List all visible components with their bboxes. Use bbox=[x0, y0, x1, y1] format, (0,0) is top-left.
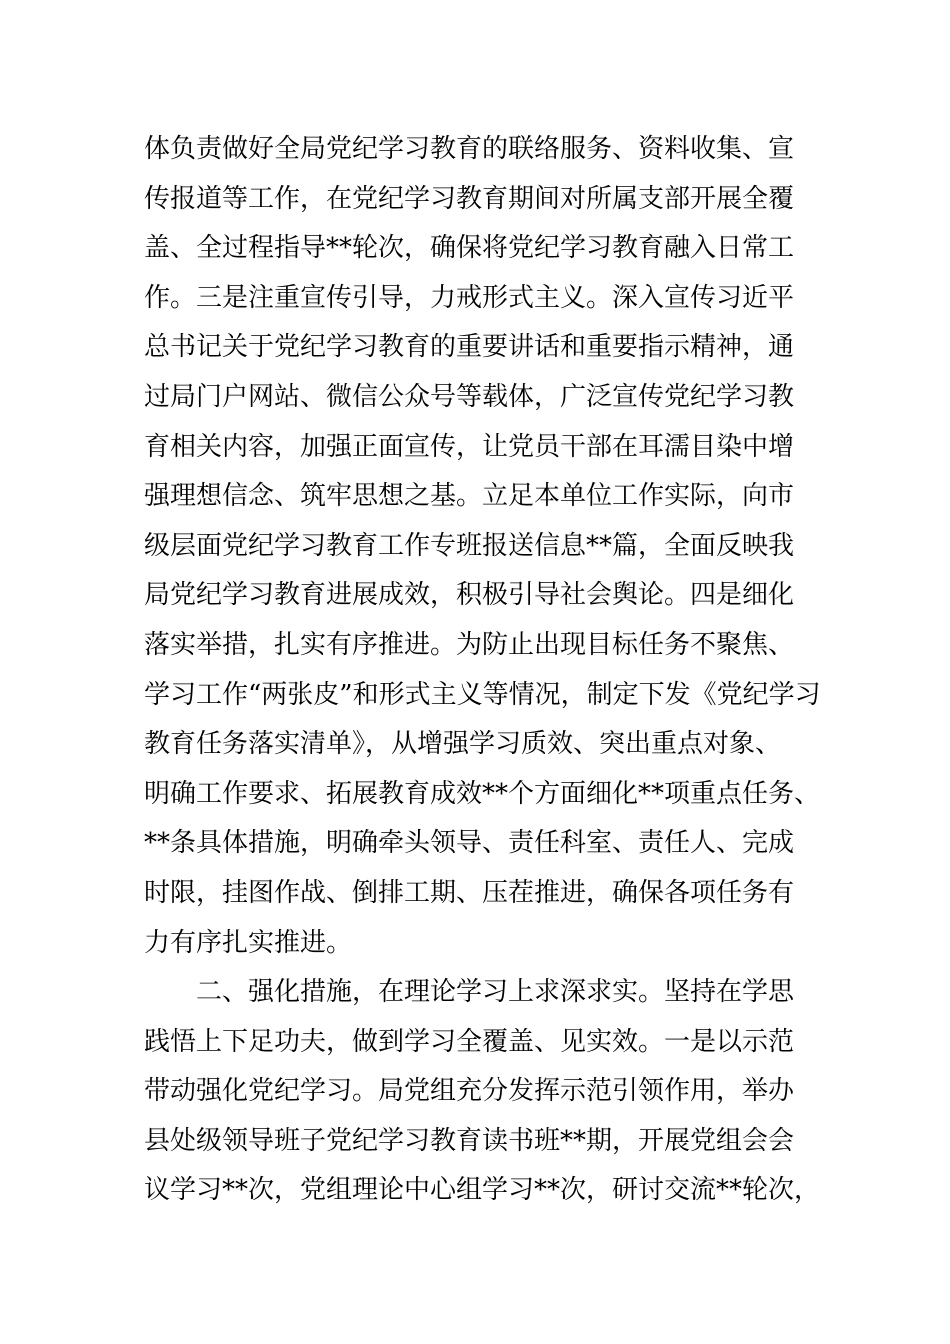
text-line-9: 级层面党纪学习教育工作专班报送信息**篇，全面反映我 bbox=[144, 530, 795, 561]
text-line-5: 总书记关于党纪学习教育的重要讲话和重要指示精神，通 bbox=[144, 332, 795, 363]
text-line-7: 育相关内容，加强正面宣传，让党员干部在耳濡目染中增 bbox=[144, 431, 795, 462]
text-line-21: 县处级领导班子党纪学习教育读书班**期，开展党组会会 bbox=[144, 1125, 795, 1156]
text-line-22: 议学习**次，党组理论中心组学习**次，研讨交流**轮次， bbox=[144, 1175, 821, 1206]
text-line-16: 时限，挂图作战、倒排工期、压茬推进，确保各项任务有 bbox=[144, 877, 795, 908]
text-line-12: 学习工作“两张皮”和形式主义等情况，制定下发《党纪学习 bbox=[144, 679, 821, 710]
body-text bbox=[144, 125, 824, 1216]
text-line-1: 体负责做好全局党纪学习教育的联络服务、资料收集、宣 bbox=[144, 134, 795, 164]
text-line-8: 强理想信念、筑牢思想之基。立足本单位工作实际，向市 bbox=[144, 481, 795, 512]
text-line-10: 局党纪学习教育进展成效，积极引导社会舆论。四是细化 bbox=[144, 580, 795, 611]
text-line-3: 盖、全过程指导**轮次，确保将党纪学习教育融入日常工 bbox=[144, 233, 795, 264]
text-line-14: 明确工作要求、拓展教育成效**个方面细化**项重点任务、 bbox=[144, 778, 821, 809]
text-line-2: 传报道等工作，在党纪学习教育期间对所属支部开展全覆 bbox=[144, 183, 795, 214]
text-line-4: 作。三是注重宣传引导，力戒形式主义。深入宣传习近平 bbox=[144, 282, 795, 313]
text-line-18: 二、强化措施，在理论学习上求深求实。坚持在学思 bbox=[144, 977, 795, 1008]
text-line-20: 带动强化党纪学习。局党组充分发挥示范引领作用，举办 bbox=[144, 1076, 795, 1107]
text-line-6: 过局门户网站、微信公众号等载体，广泛宣传党纪学习教 bbox=[144, 381, 795, 412]
text-line-15: **条具体措施，明确牵头领导、责任科室、责任人、完成 bbox=[144, 828, 795, 859]
text-line-17: 力有序扎实推进。 bbox=[144, 927, 353, 958]
text-line-13: 教育任务落实清单》，从增强学习质效、突出重点对象、 bbox=[144, 729, 782, 760]
text-line-11: 落实举措，扎实有序推进。为防止出现目标任务不聚焦、 bbox=[144, 629, 795, 660]
text-line-19: 践悟上下足功夫，做到学习全覆盖、见实效。一是以示范 bbox=[144, 1026, 795, 1057]
